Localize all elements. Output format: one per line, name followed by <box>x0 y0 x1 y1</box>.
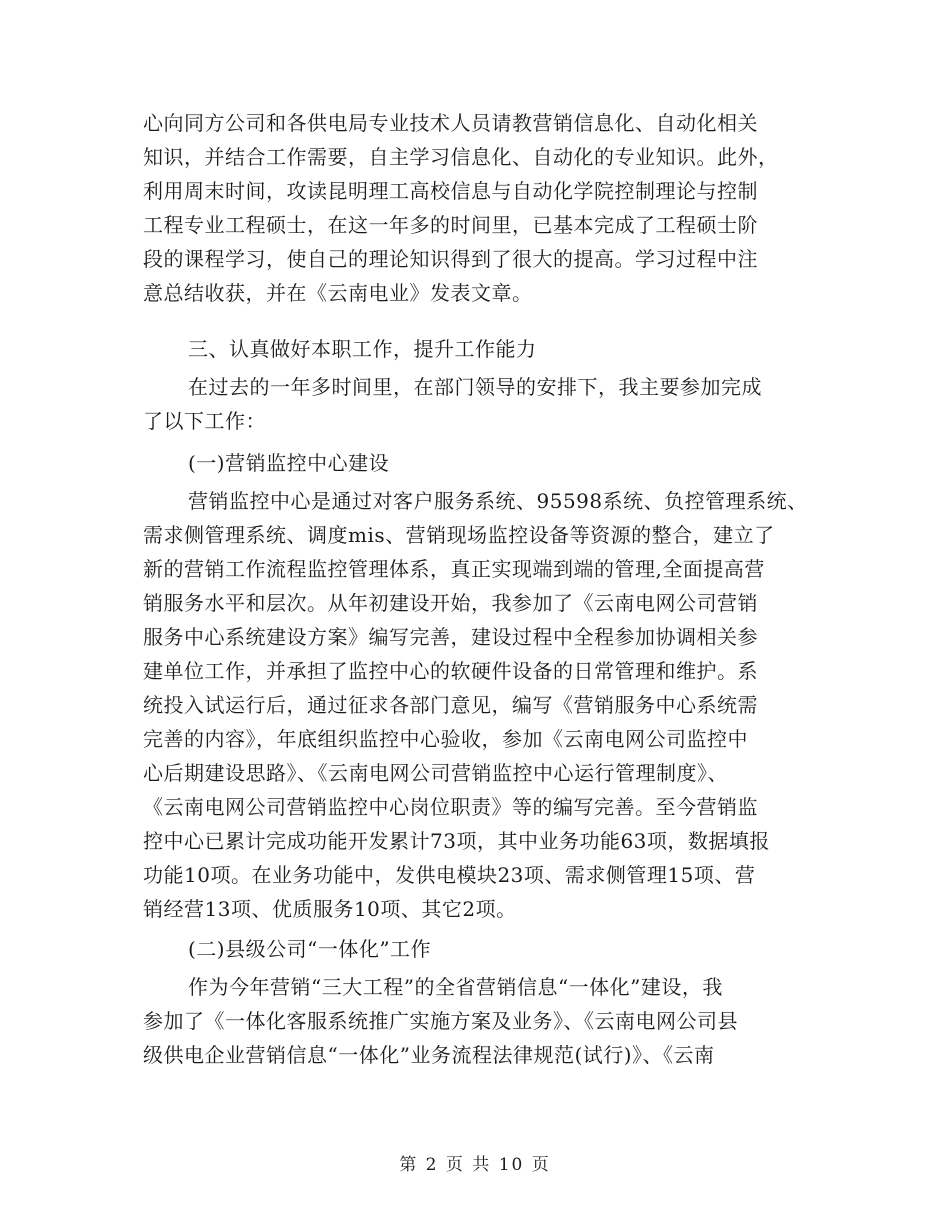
text-line: 级供电企业营销信息“一体化”业务流程法律规范(试行)》、《云南 <box>143 1043 715 1067</box>
text-line: 心向同方公司和各供电局专业技术人员请教营销信息化、自动化相关 <box>143 111 758 135</box>
subsection-heading: (二)县级公司“一体化”工作 <box>188 937 432 961</box>
text-line: 完善的内容》，年底组织监控中心验收，参加《云南电网公司监控中 <box>143 727 748 751</box>
text-line: 参加了《一体化客服系统推广实施方案及业务》、《云南电网公司县 <box>143 1009 738 1033</box>
text-line: 统投入试运行后，通过征求各部门意见，编写《营销服务中心系统需 <box>143 693 758 717</box>
text-line: 营销监控中心是通过对客户服务系统、95598系统、负控管理系统、 <box>188 489 808 513</box>
text-line: 在过去的一年多时间里，在部门领导的安排下，我主要参加完成 <box>188 375 762 399</box>
text-line: 服务中心系统建设方案》编写完善，建设过程中全程参加协调相关参 <box>143 625 758 649</box>
text-line: 意总结收获，并在《云南电业》发表文章。 <box>143 281 533 305</box>
text-line: 作为今年营销“三大工程”的全省营销信息“一体化”建设，我 <box>188 975 723 999</box>
text-line: 利用周末时间，攻读昆明理工高校信息与自动化学院控制理论与控制 <box>143 179 758 203</box>
text-line: 销服务水平和层次。从年初建设开始，我参加了《云南电网公司营销 <box>143 591 758 615</box>
text-line: 心后期建设思路》、《云南电网公司营销监控中心运行管理制度》、 <box>143 761 728 785</box>
section-heading: 三、认真做好本职工作，提升工作能力 <box>188 337 537 361</box>
text-line: 知识，并结合工作需要，自主学习信息化、自动化的专业知识。此外， <box>143 145 779 169</box>
text-line: 控中心已累计完成功能开发累计73项，其中业务功能63项，数据填报 <box>143 829 770 853</box>
text-line: 需求侧管理系统、调度mis、营销现场监控设备等资源的整合，建立了 <box>143 523 775 547</box>
text-line: 功能10项。在业务功能中，发供电模块23项、需求侧管理15项、营 <box>143 863 756 887</box>
subsection-heading: (一)营销监控中心建设 <box>188 451 390 475</box>
text-line: 建单位工作，并承担了监控中心的软硬件设备的日常管理和维护。系 <box>143 659 758 683</box>
text-line: 了以下工作： <box>143 409 266 433</box>
text-line: 销经营13项、优质服务10项、其它2项。 <box>143 897 517 921</box>
text-line: 新的营销工作流程监控管理体系，真正实现端到端的管理,全面提高营 <box>143 557 765 581</box>
text-line: 工程专业工程硕士，在这一年多的时间里，已基本完成了工程硕士阶 <box>143 213 758 237</box>
text-line: 段的课程学习，使自己的理论知识得到了很大的提高。学习过程中注 <box>143 247 758 271</box>
text-line: 《云南电网公司营销监控中心岗位职责》等的编写完善。至今营销监 <box>143 795 758 819</box>
page-number-footer: 第 2 页 共 10 页 <box>399 1155 551 1175</box>
